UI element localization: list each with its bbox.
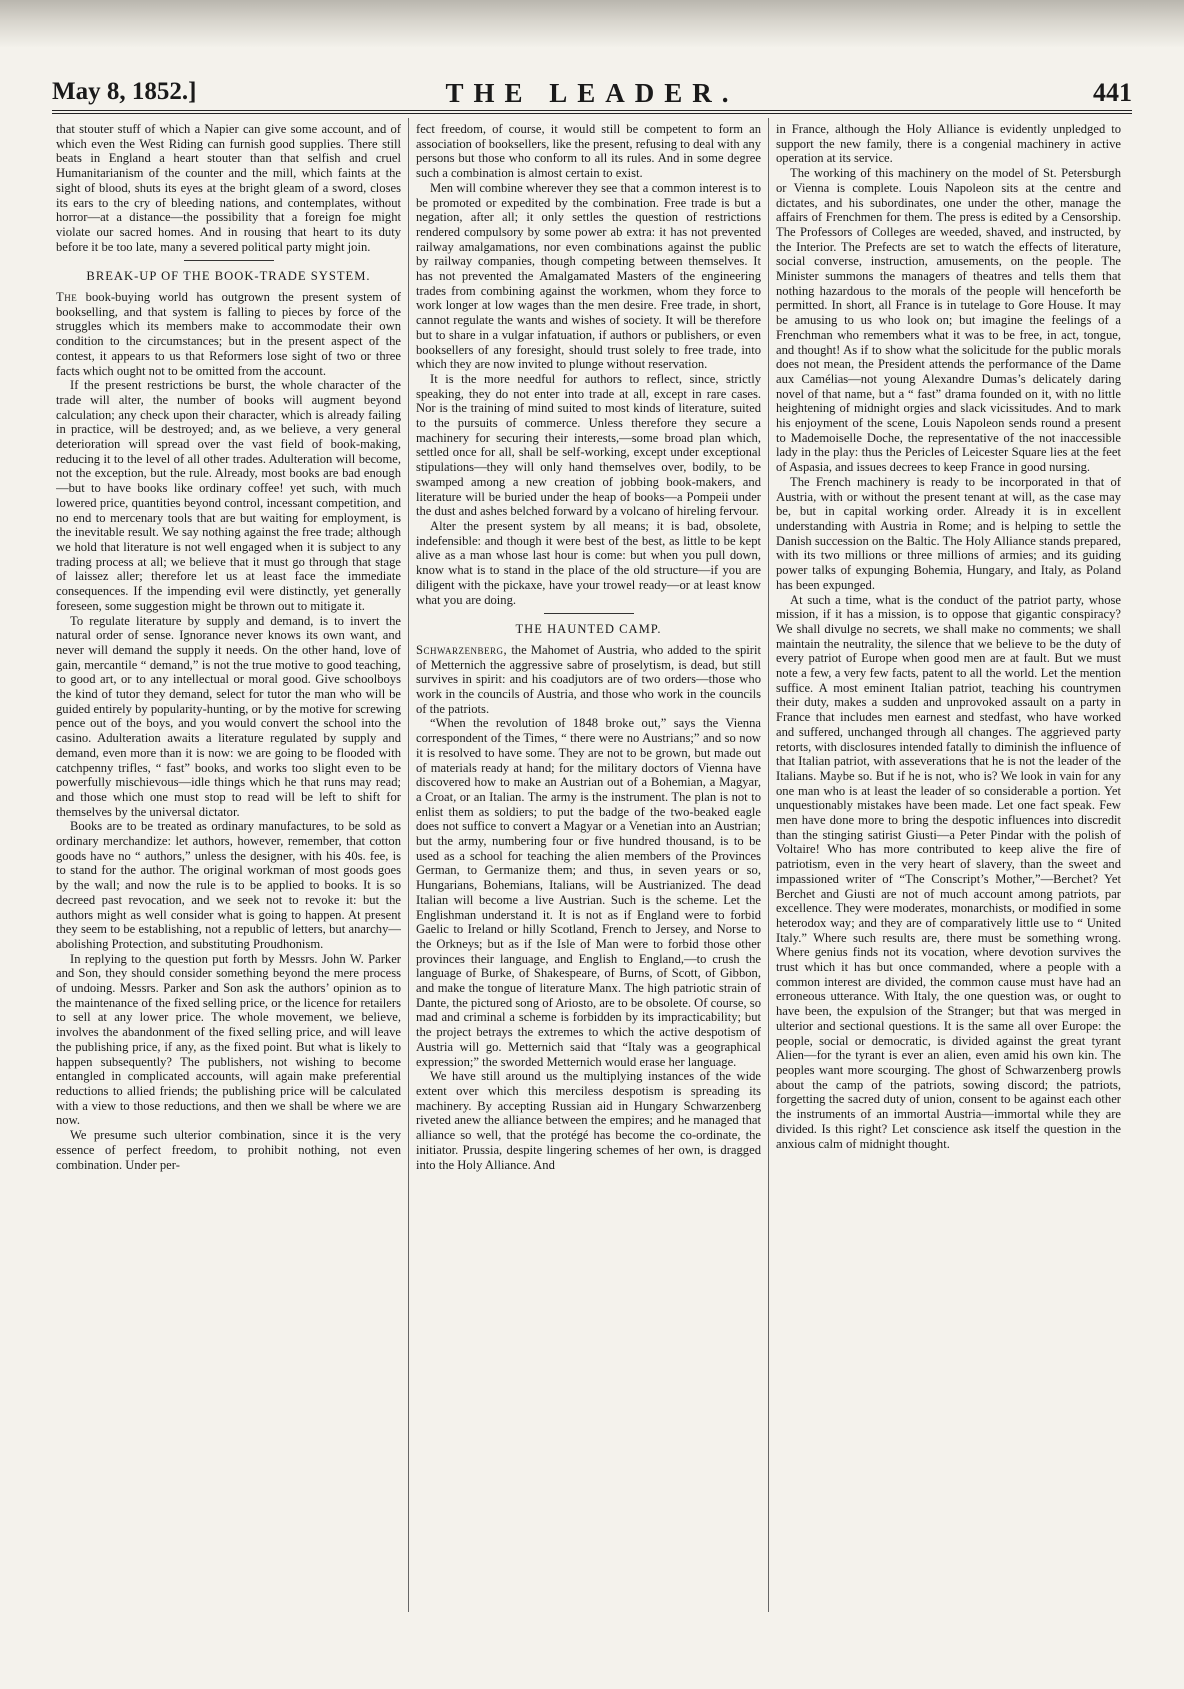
paragraph: Men will combine wherever they see that a common interest is to be promoted or expedited by the combination. Free trade is but a negation, after all; it only settles the question of restrictions rendered compulsory by some power ab extra: it has not prevented railway amalgamations, nor even combinations against the public by railway companies, though competing between themselves. It has not prevented the Amalgamated Masters of the engineering trades from combining against the workmen, whom they force to work longer at low wages than the men desire. Free trade, in short, cannot regulate the wants and wishes of society. It will be therefore but to share in a vulgar infatuation, if authors or publishers, or even booksellers of any foresight, should trust solely to free trade, into which they are now invited to plunge without reservation.	[416, 180, 761, 372]
page-number: 441	[1093, 78, 1132, 107]
issue-date: May 8, 1852.]	[52, 78, 197, 105]
paragraph: Alter the present system by all means; it is bad, obsolete, indefensible: and though it were best of the best, as little to be kept alive as a man whose last hour is come: but when you pull down, know what is to stand in the place of the old structure—if you are diligent with the pickaxe, have your trowel ready—or at least know what you are doing.	[416, 518, 761, 607]
paragraph: At such a time, what is the conduct of the patriot party, whose mission, if it has a mission, is to oppose that gigantic conspiracy? We shall divulge no secrets, we shall make no comments; we shall maintain the neutrality, the silence that we believe to be the duty of every patriot of Europe when good men are at fault. But we must note a few, a very few facts, patent to all the world. Let the mention suffice. A most eminent Italian patriot, teaching his countrymen their duty, makes a sudden and unprovoked assault on a party in France that includes men earnest and stedfast, who have worked and suffered, unchanged through all changes. The aggrieved party retorts, with disclosures intended fatally to diminish the influence of that Italian patriot, with asseverations that he is not the leader of the Italians. Maybe so. But if he is not, who is? We look in vain for any one man who is at least the leader of so considerable a portion. Yet unquestionably mistakes have been made. Let one fact speak. Few men have done more to bring the despotic influences into discredit than the stinging satirist Giusti—a Peter Pindar with the polish of Voltaire! Who has more contributed to keep alive the fire of patriotism, even in the very heart of slavery, than the sweet and impassioned writer of “The Conscript’s Mother,”—Berchet? Yet Berchet and Giusti are not of much account among patriots, par excellence. They were moderates, monarchists, or modified in some heterodox way; and they are of comparatively little use to “ United Italy.” Where such results are, there must be something wrong. Where genius finds not its vocation, where devotion survives the trust which it has but once commanded, where a people with a common interest are divided, the common cause must have had an erroneous utterance. With Italy, the one question was, or ought to have been, the expulsion of the Stranger; but that was merged in ulterior and sectional questions. It is the same all over Europe: the people, social or democratic, is divided against the great tyrant Alien—for the tyrant is ever an alien, even amid his own kin. The peoples want more scourging. The ghost of Schwarzenberg prowls about the camp of the patriots, sowing discord; the patriots, forgetting the sacred duty of union, consent to be against each other the instruments of an immortal Austria—immortal while they are divided. Is this right? Let conscience ask itself the question in the anxious calm of midnight thought.	[776, 592, 1121, 1151]
column-divider	[408, 118, 409, 1612]
paragraph: The working of this machinery on the model of St. Petersburgh or Vienna is complete. Louis Napoleon sits at the centre and dictates, and his subordinates, one under the other, manage the affairs of Frenchmen for them. The press is edited by a Censorship. The Professors of Colleges are weeded, shaved, and instructed, by the Interior. The Prefects are set to watch the effects of literature, social converse, instruction, amusements, on the people. The Minister summons the managers of theatres and tells them that nothing hazardous to the morals of the people will henceforth be permitted. In short, all France is in tutelage to Gore House. It may be amusing to us who look on; but imagine the feelings of a Frenchman who remembers what it was to be free, in act, tongue, and thought! As if to show what the solicitude for the public morals does not mean, the President attends the performance of the Dame aux Camélias—not young Alexandre Dumas’s delicately daring novel of that name, but a “ fast” drama founded on it, with no little heightening of midnight orgies and slack vicissitudes. And to mark his enjoyment of the scene, Louis Napoleon sends round a present to Mademoiselle Doche, the representative of the not inaccessible lady in the play: thus the Pericles of Leicester Square lies at the feet of Aspasia, and issues decrees to keep France in good nursing.	[776, 166, 1121, 475]
paragraph: In replying to the question put forth by Messrs. John W. Parker and Son, they should consider something beyond the mere process of undoing. Messrs. Parker and Son ask the authors’ opinion as to the maintenance of the fixed selling price, or the licence for retailers to sell at any lower price. The whole movement, we believe, involves the abandonment of the fixed selling price, and will leave the publishing price, if any, as the fixed point. But what is likely to happen subsequently? The publishers, not wishing to become entangled in complicated accounts, will again make preferential reductions to allied friends; the publishing price will be calculated with a view to those reductions, and then we shall be where we are now.	[56, 951, 401, 1128]
paragraph-text: the Mahomet of Austria, who added to the spirit of Metternich the aggressive sabre of proselytism, is dead, but still survives in spirit: and his coadjutors are of two orders—those who work in the councils of Austria, and those who work in the councils of the patriots.	[416, 642, 761, 716]
section-separator	[544, 613, 634, 614]
paragraph: To regulate literature by supply and demand, is to invert the natural order of sense. Ignorance never knows its own want, and never will demand the supply it needs. On the other hand, love of gain, mercantile “ demand,” is not the true motive to good teaching, to good art, or to any intellectual or moral good. Give schoolboys the kind of tutor they demand, select for tutor the man who will be guided entirely by popularity-hunting, or by the motive for screwing pence out of the boys, and you would convert the school into the casino. Adulteration awaits a literature regulated by supply and demand, even more than it is now: we are going to be flooded with catchpenny trifles, “ fast” books, and works too slight even to be powerfully mischievous—idle things which he that runs may read; and those which one must stop to read will be left to shift for themselves by the universal dictator.	[56, 613, 401, 819]
paragraph: The French machinery is ready to be incorporated in that of Austria, with or without the present tenant at will, as the case may be, but in capital working order. Already it is in excellent understanding with Austria in Rome; and is helping to settle the Danish succession on the Baltic. The Holy Alliance stands prepared, with its two millions or three millions of armies; and its guiding power talks of expunging Bohemia, Hungary, and Italy, as Poland has been expunged.	[776, 474, 1121, 592]
header-rule	[52, 110, 1132, 114]
paragraph	[56, 290, 401, 378]
paragraph: fect freedom, of course, it would still be competent to form an association of booksellers, like the present, refusing to deal with any persons but those who conform to all its rules. And in some degree such a combination is almost certain to exist.	[416, 122, 761, 181]
column-2	[416, 122, 761, 1612]
scan-top-edge	[0, 0, 1184, 48]
article-heading: BREAK-UP OF THE BOOK-TRADE SYSTEM.	[86, 269, 371, 284]
paragraph: Books are to be treated as ordinary manufactures, to be sold as ordinary merchandize: let authors, however, remember, that cotton goods have no “ authors,” unless the designer, with his 40s. fee, is to stand for the author. The original workman of most goods goes by the wall; and now the rule is to be applied to books. It is so decreed past revocation, and we seek not to revoke it: but the authors might as well consider what is going to happen. At present they seem to be establishing, not a republic of letters, but anarchy—abolishing Protection, and substituting Proudhonism.	[56, 819, 401, 951]
column-1	[56, 122, 401, 1612]
paragraph: that stouter stuff of which a Napier can give some account, and of which even the West Riding can furnish good supplies. There still beats in England a heart stouter than that selfish and cruel Humanitarianism of the counter and the mill, which faints at the sight of blood, shuts its eyes at the bright gleam of a sword, closes its ears to the cry of bleeding nations, and contemplates, without horror—at a distance—the possibility that a foreign foe might violate our sacred homes. And in rousing that heart to its duty before it be too late, many a severed political party might join.	[56, 122, 401, 254]
article-heading: THE HAUNTED CAMP.	[515, 622, 662, 637]
paragraph: We presume such ulterior combination, since it is the very essence of perfect freedom, to prohibit nothing, not even combination. Under per-	[56, 1128, 401, 1172]
paragraph: in France, although the Holy Alliance is evidently unpledged to support the new family, there is a congenial machinery in active operation at its service.	[776, 122, 1121, 166]
masthead-title: THE LEADER.	[445, 78, 739, 108]
paragraph	[416, 643, 761, 717]
paragraph: It is the more needful for authors to reflect, since, strictly speaking, they do not enter into trade at all, except in rare cases. Nor is the training of mind suited to most kinds of literature, suited to the pursuits of commerce. Unless therefore they secure a machinery for securing their interests,—some broad plan which, settled once for all, shall be self-working, except under exceptional stipulations—they will only hand themselves over, bodily, to be swamped among a new creation of jobbing book-makers, and literature will be buried under the heap of books—a Pompeii under the dust and ashes belched forward by a volcano of hireling fervour.	[416, 371, 761, 519]
paragraph-text: book-buying world has outgrown the present system of bookselling, and that system is falling to pieces by force of the struggles which its members make to accommodate their own condition to the circumstances; but in the present aspect of the contest, it appears to us that Reformers lose sight of two or three facts which ought not to be omitted from the account.	[56, 290, 401, 378]
column-divider	[768, 118, 769, 1612]
paragraph: We have still around us the multiplying instances of the wide extent over which this merciless despotism is spreading its machinery. By accepting Russian aid in Hungary Schwarzenberg riveted anew the alliance between the empires; and he managed that alliance so well, that the protégé has become the co-ordinate, the initiator. Prussia, despite lingering schemes of her own, is dragged into the Holy Alliance. And	[416, 1069, 761, 1172]
page-header	[52, 78, 1132, 108]
lead-word: The	[56, 290, 78, 305]
section-separator	[184, 260, 274, 261]
paragraph: If the present restrictions be burst, the whole character of the trade will alter, the number of books will augment beyond calculation; any check upon their character, which is already failing in practice, will be destroyed; and, as we believe, a very general deterioration will spread over the vast field of book-making, reducing it to the level of all other trades. Adulteration will become, not the exception, but the rule. Already, most books are bad enough—but to have books like ordinary coffee! yet such, with much lowered price, quantities beyond control, incessant competition, and no end to mercenary tools that are but waiting for employment, is the inevitable result. We say nothing against the free trade; although we hold that literature is not well engaged when it is subject to any trading process at all; we believe that it must go through that stage of laissez aller; therefore let us at least face the immediate consequences. If the impending evil were distinctly, yet generally foreseen, some suggestion might be thrown out to mitigate it.	[56, 378, 401, 613]
lead-word: Schwarzenberg,	[416, 642, 508, 657]
paragraph: “When the revolution of 1848 broke out,” says the Vienna correspondent of the Times, “ there were no Austrians;” and so now it is resolved to have some. They are not to be grown, but made out of materials ready at hand; for the military doctors of Vienna have discovered how to make an Austrian out of a Bohemian, a Magyar, a Croat, or an Italian. The army is the instrument. The plan is not to enlist them as soldiers; to put the badge of the two-beaked eagle does not suffice to convert a Magyar or a Venetian into an Austrian; but the army, numbering four or five hundred thousand, is to be used as a school for teaching the alien members of the Provinces German, to Germanize them; and thus, in seven years or so, Hungarians, Bohemians, Italians, will be Austrianized. The dead Italian will become a live Austrian. Such is the scheme. Let the Englishman understand it. It is not as if England were to forbid Gaelic to Ireland or hilly Scotland, French to Jersey, and Norse to the Orkneys; but as if the Isle of Man were to forbid those other provinces their language, and English to England,—to crush the language of Burke, of Shakespeare, of Burns, of Scott, of Gibbon, and make the tongue of literature Manx. The high patriotic strain of Dante, the pictured song of Ariosto, are to be obsolete. Of course, so mad and criminal a scheme is forbidden by its impracticability; but the project betrays the extremes to which the active despotism of Austria will go. Metternich said that “Italy was a geographical expression;” the sworded Metternich would erase her language.	[416, 716, 761, 1069]
column-3	[776, 122, 1121, 1612]
